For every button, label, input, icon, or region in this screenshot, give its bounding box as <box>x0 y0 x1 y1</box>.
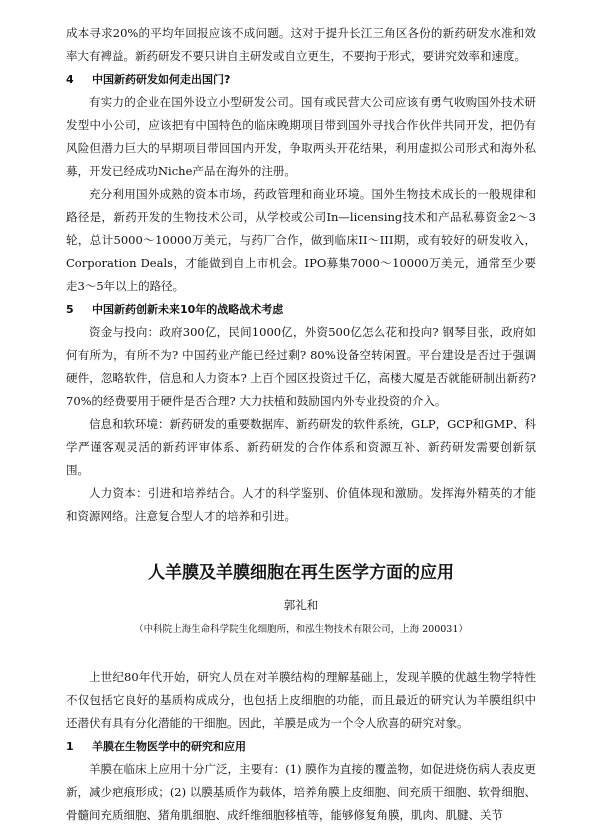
article-author: 郭礼和 <box>283 598 319 612</box>
article-section-1-paragraph: 羊膜在临床上应用十分广泛，主要有：(1) 膜作为直接的覆盖物，如促进烧伤病人表皮更新，减少疤痕形成；(2) 以膜基质作为载体，培养角膜上皮细胞、间充质干细胞、软骨细胞、骨髓间充质细胞、猪角肌细胞、成纤维细胞移植等，能够修复角膜，肌肉、肌腱、关节 <box>66 762 536 822</box>
article-section-1-number: 1 <box>66 740 74 753</box>
section-4-title: 中国新药研发如何走出国门? <box>92 73 231 86</box>
section-5-paragraph-1: 资金与投向：政府300亿，民间1000亿，外资500亿怎么花和投向? 钢琴目张，政府如何有所为，有所不为? 中国药业产能已经过剩? 80%设备空转闲置。平台建设是否过于强调硬件，忽略软件，信息和人力资本? 上百个园区投资过千亿，高楼大厦是否就能研制出新药? 70%的经费要用于硬件是否合理? 大力扶植和鼓励国内外专业投资的介入。 <box>66 325 536 408</box>
article-affiliation: （中科院上海生命科学院生化细胞所，和泓生物技术有限公司，上海 200031） <box>134 624 468 635</box>
section-4-number: 4 <box>66 73 74 86</box>
article-section-1-heading <box>66 735 536 758</box>
section-4-heading <box>66 68 536 91</box>
section-5-paragraph-2: 信息和软环境：新药研发的重要数据库、新药研发的软件系统，GLP，GCP和GMP、科学严谨客观灵活的新药评审体系、新药研发的合作体系和资源互补、新药研发需要创新氛围。 <box>66 417 536 477</box>
section-4-paragraph-1: 有实力的企业在国外设立小型研发公司。国有或民营大公司应该有勇气收购国外技术研发型中小公司，应该把有中国特色的临床晚期项目带到国外寻找合作伙伴共同开发，把仍有风险但潜力巨大的早期项目带回国内开发，争取两头开花结果，利用虚拟公司形式和海外私募，开发已经成功Niche产品在海外的注册。 <box>66 95 536 178</box>
section-5-paragraph-3: 人力资本：引进和培养结合。人才的科学鉴别、价值体现和激励。发挥海外精英的才能和资源网络。注意复合型人才的培养和引进。 <box>66 486 536 523</box>
article-title: 人羊膜及羊膜细胞在再生医学方面的应用 <box>148 563 454 583</box>
section-5-heading <box>66 298 536 321</box>
section-5-number: 5 <box>66 303 74 316</box>
section-5-title: 中国新药创新未来10年的战略战术考虑 <box>92 303 284 316</box>
continuation-paragraph: 成本寻求20%的平均年回报应该不成问题。这对于提升长江三角区各份的新药研发水准和效率大有裨益。新药研发不要只讲自主研发或自立更生，不要拘于形式，要讲究效率和速度。 <box>66 26 536 63</box>
article-section-1-title: 羊膜在生物医学中的研究和应用 <box>92 740 246 753</box>
article-intro-paragraph: 上世纪80年代开始，研究人员在对羊膜结构的理解基础上，发现羊膜的优越生物学特性不仅包括它良好的基质构成成分，也包括上皮细胞的功能，而且最近的研究认为羊膜组织中还潜伏有具有分化潜能的干细胞。因此，羊膜是成为一个令人欣喜的研究对象。 <box>66 670 536 730</box>
section-4-paragraph-2: 充分利用国外成熟的资本市场，药政管理和商业环境。国外生物技术成长的一般规律和路径是，新药开发的生物技术公司，从学校或公司In—licensing技术和产品私募资金2～3轮，总计5000～10000万美元，与药厂合作，做到临床II～III期，或有较好的研发收入，Corporation Deals，才能做到自上市机会。IPO募集7000～10000万美元，通常至少要走3～5年以上的路径。 <box>66 187 536 293</box>
